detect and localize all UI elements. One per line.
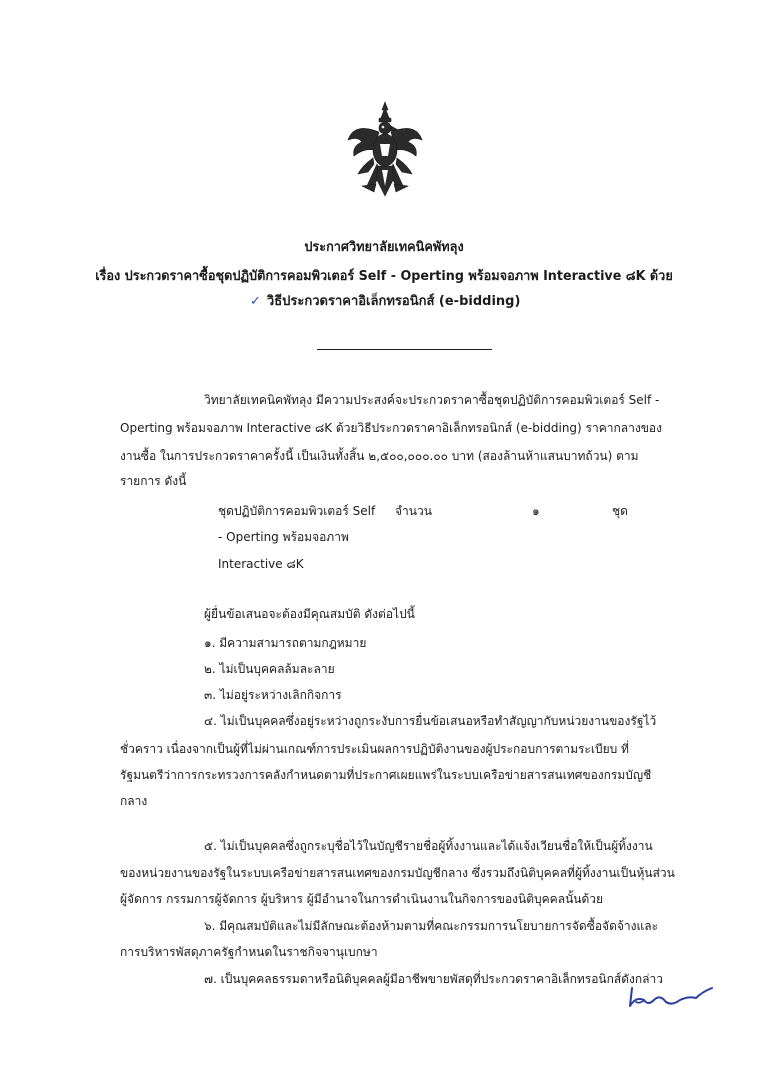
qualification-2: ๒. ไม่เป็นบุคคลล้มละลาย [204,662,335,676]
subject-line-2-text: วิธีประกวดราคาอิเล็กทรอนิกส์ (e-bidding) [266,294,521,309]
signature-initials [622,976,718,1016]
subject-line-1: เรื่อง ประกวดราคาซื้อชุดปฏิบัติการคอมพิวเตอร์ Self - Operting พร้อมจอภาพ Interactive ๘K ด้วย [95,269,673,284]
qualification-6-line-2: การบริหารพัสดุภาครัฐกำหนดในราชกิจจานุเบกษา [120,945,378,959]
title-divider [317,349,492,350]
item-name-line-3: Interactive ๘K [218,557,304,571]
qualification-6-line-1: ๖. มีคุณสมบัติและไม่มีลักษณะต้องห้ามตามที่คณะกรรมการนโยบายการจัดซื้อจัดจ้างและ [204,919,659,933]
qualification-4-line-2: ชั่วคราว เนื่องจากเป็นผู้ที่ไม่ผ่านเกณฑ์การประเมินผลการปฏิบัติงานของผู้ประกอบการตามระเบียบ ที่ [120,742,629,756]
intro-line-2: Operting พร้อมจอภาพ Interactive ๘K ด้วยวิธีประกวดราคาอิเล็กทรอนิกส์ (e-bidding) ราคากลางของ [120,421,662,435]
qualification-3: ๓. ไม่อยู่ระหว่างเลิกกิจการ [204,688,342,702]
item-name-line-2: - Operting พร้อมจอภาพ [218,530,349,544]
subject-line-2 [250,290,520,311]
item-unit: ชุด [612,504,628,518]
qualification-1: ๑. มีความสามารถตามกฎหมาย [204,636,367,650]
qualification-4-line-1: ๔. ไม่เป็นบุคคลซึ่งอยู่ระหว่างถูกระงับการยื่นข้อเสนอหรือทำสัญญากับหน่วยงานของรัฐไว้ [204,714,657,728]
qualification-5-line-2: ของหน่วยงานของรัฐในระบบเครือข่ายสารสนเทศของกรมบัญชีกลาง ซึ่งรวมถึงนิติบุคคลที่ผู้ทิ้งงานเป็นหุ้นส่วน [120,866,675,880]
qualification-4-line-3: รัฐมนตรีว่าการกระทรวงการคลังกำหนดตามที่ประกาศเผยแพร่ในระบบเครือข่ายสารสนเทศของกรมบัญชี [120,768,652,782]
intro-line-1: วิทยาลัยเทคนิคพัทลุง มีความประสงค์จะประกวดราคาซื้อชุดปฏิบัติการคอมพิวเตอร์ Self - [204,393,660,407]
item-qty-label: จำนวน [395,504,432,518]
intro-line-4: รายการ ดังนี้ [120,474,187,488]
announcement-title: ประกาศวิทยาลัยเทคนิคพัทลุง [304,240,464,255]
qualification-4-line-4: กลาง [120,794,148,808]
item-name-line-1: ชุดปฏิบัติการคอมพิวเตอร์ Self [218,504,376,518]
check-mark-icon: ✓ [250,294,261,309]
qualification-7-line-1: ๗. เป็นบุคคลธรรมดาหรือนิติบุคคลผู้มีอาชีพขายพัสดุที่ประกวดราคาอิเล็กทรอนิกส์ดังกล่าว [204,972,663,986]
garuda-emblem-icon [344,100,426,200]
item-qty: ๑ [532,504,540,518]
qualification-5-line-1: ๕. ไม่เป็นบุคคลซึ่งถูกระบุชื่อไว้ในบัญชีรายชื่อผู้ทิ้งงานและได้แจ้งเวียนชื่อให้เป็นผู้ทิ้งงาน [204,839,653,853]
qualifications-heading: ผู้ยื่นข้อเสนอจะต้องมีคุณสมบัติ ดังต่อไปนี้ [204,607,415,621]
qualification-5-line-3: ผู้จัดการ กรรมการผู้จัดการ ผู้บริหาร ผู้มีอำนาจในการดำเนินงานในกิจการของนิติบุคคลนั้นด้วย [120,892,604,906]
intro-line-3: งานซื้อ ในการประกวดราคาครั้งนี้ เป็นเงินทั้งสิ้น ๒,๕๐๐,๐๐๐.๐๐ บาท (สองล้านห้าแสนบาทถ้วน) ตาม [120,449,639,463]
